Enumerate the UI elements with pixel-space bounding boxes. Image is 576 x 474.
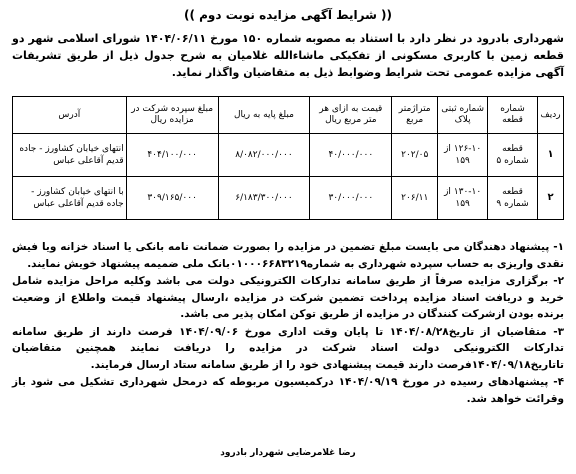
cell-area: ۲۰۲/۰۵ [392,134,438,177]
note-item: ۲- برگزاری مزایده صرفاً از طریق سامانه تدارکات الکترونیکی دولت می باشد وکلیه مراحل مزایده شامل خرید و دریافت اسناد مزایده پرداخت تضمین شرکت در مزایده ،ارسال پیشنهاد قیمت واطلاع از وضعیت برنده بودن ازشرکت کنندگان در مزایده از طریق توکن امکان پذیر می باشد. [12,275,564,320]
table-header-row [13,97,564,134]
cell-parcel: قطعه شماره ۹ [488,177,538,220]
cell-plaque: ۱۳۰-۱۰ از ۱۵۹ [438,177,488,220]
cell-deposit: ۳۰۹/۱۶۵/۰۰۰ [126,177,218,220]
notice-title: (( شرایط آگهی مزایده نوبت دوم )) [183,8,393,22]
cell-row-number: ۲ [538,177,564,220]
header-row-number: ردیف [538,97,564,134]
cell-parcel: قطعه شماره ۵ [488,134,538,177]
cell-price-per-meter: ۳۰/۰۰۰/۰۰۰ [310,177,392,220]
cell-address: با انتهای خیابان کشاورز - جاده قدیم آقاعلی عباس [13,177,127,220]
parcels-table [12,96,564,220]
table-row [13,177,564,220]
note-item: ۴- پیشنهادهای رسیده در مورخ ۱۴۰۴/۰۹/۱۹ درکمیسیون مربوطه که درمحل شهرداری تشکیل می شود باز وقرائت خواهد شد. [12,376,564,405]
note-item: ۱- پیشنهاد دهندگان می بایست مبلغ تضمین در مزایده را بصورت ضمانت نامه بانکی یا اسناد خزانه ویا فیش نقدی واریزی به حساب سپرده شهرداری به شماره۰۱۰۰۰۶۶۸۳۲۱۹بانک ملی ضمیمه پیشنهاد خویش نمایند. [12,241,564,270]
notes-list [12,239,564,408]
cell-plaque: ۱۲۶-۱۰ از ۱۵۹ [438,134,488,177]
intro-paragraph [12,30,564,81]
header-parcel: شماره قطعه [488,97,538,134]
header-area: متراژمتر مربع [392,97,438,134]
cell-base-price: ۸/۰۸۲/۰۰۰/۰۰۰ [218,134,310,177]
cell-address: انتهای خیابان کشاورز - جاده قدیم آقاعلی عباس [13,134,127,177]
header-deposit: مبلغ سپرده شرکت در مزایده ریال [126,97,218,134]
signature: رضا غلامرضایی شهردار بادرود [220,448,356,458]
note-item: ۳- متقاضیان از تاریخ۱۴۰۴/۰۸/۲۸ تا پایان وقت اداری مورخ ۱۴۰۴/۰۹/۰۶ فرصت دارند از طریق سامانه تدارکات الکترونیکی دولت اسناد شرکت در مزایده را دریافت نمایند همچنین متقاضیان تاتاریخ۱۴۰۴/۰۹/۱۸فرصت دارند قیمت پیشنهادی خود را از طریق سامانه ستاد ارسال فرمایند. [12,325,564,371]
cell-area: ۲۰۶/۱۱ [392,177,438,220]
header-address: آدرس [13,97,127,134]
table-row [13,134,564,177]
intro-text: شهرداری بادرود در نظر دارد با استناد به مصوبه شماره ۱۵۰ مورخ ۱۴۰۴/۰۶/۱۱ شورای اسلامی شهر دو قطعه زمین با کاربری مسکونی از تفکیکی ماشاءالله غلامیان به شرح جدول ذیل از طریق تشریفات آگهی مزایده عمومی تحت شرایط وضوابط ذیل به متقاضیان واگذار نماید. [12,32,564,79]
header-base-price: مبلغ پایه به ریال [218,97,310,134]
cell-price-per-meter: ۴۰/۰۰۰/۰۰۰ [310,134,392,177]
header-price-per-meter: قیمت به ازای هر متر مربع ریال [310,97,392,134]
cell-row-number: ۱ [538,134,564,177]
cell-base-price: ۶/۱۸۳/۳۰۰/۰۰۰ [218,177,310,220]
header-plaque: شماره ثبتی پلاک [438,97,488,134]
cell-deposit: ۴۰۴/۱۰۰/۰۰۰ [126,134,218,177]
